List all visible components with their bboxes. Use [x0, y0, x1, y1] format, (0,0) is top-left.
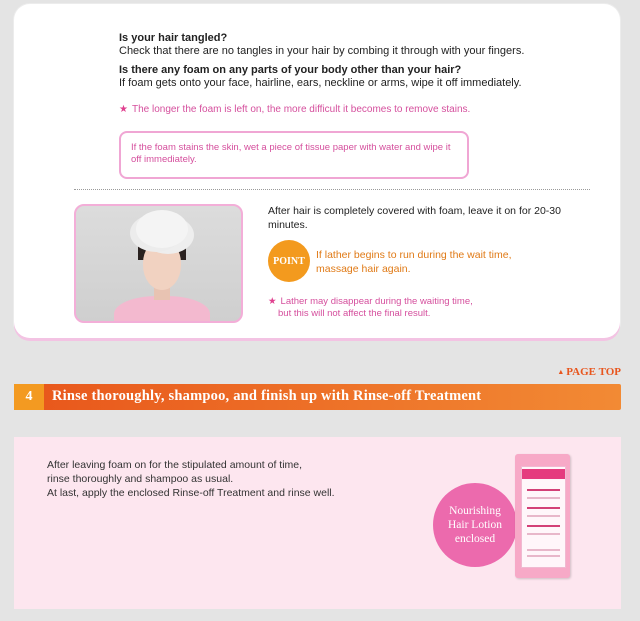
woman-with-foam-photo [74, 204, 243, 323]
step-description [47, 458, 377, 500]
badge-line-3: enclosed [454, 533, 496, 545]
foam-question: Is there any foam on any parts of your body other than your hair? [119, 64, 462, 76]
page-top-link[interactable] [557, 366, 621, 378]
lather-note [268, 296, 568, 320]
step-line-1: After leaving foam on for the stipulated amount of time, [47, 459, 303, 471]
step-panel [14, 437, 621, 609]
star-icon: ★ [268, 296, 277, 307]
point-text: If lather begins to run during the wait time, massage hair again. [316, 249, 512, 275]
stain-note-text: The longer the foam is left on, the more difficult it becomes to remove stains. [131, 104, 471, 115]
lotion-enclosed-badge [433, 483, 517, 567]
tangled-check [119, 32, 524, 58]
triangle-up-icon: ▲ [557, 368, 565, 376]
tangled-question: Is your hair tangled? [119, 32, 228, 44]
badge-line-2: Hair Lotion [448, 519, 502, 531]
lather-note-line2: but this will not affect the final result. [278, 308, 431, 319]
page-top-label: PAGE TOP [566, 366, 621, 378]
dotted-divider [74, 189, 590, 190]
foam-answer: If foam gets onto your face, hairline, ears, neckline or arms, wipe it off immediately. [119, 77, 522, 89]
tip-box [119, 131, 469, 179]
treatment-sachet [515, 454, 570, 578]
tangled-answer: Check that there are no tangles in your hair by combing it through with your fingers. [119, 45, 525, 57]
stain-note [119, 104, 470, 116]
instructions-card [14, 4, 620, 338]
step-heading [14, 384, 621, 410]
step-title: Rinse thoroughly, shampoo, and finish up with Rinse-off Treatment [52, 388, 482, 404]
wait-instructions: After hair is completely covered with foam, leave it on for 20-30 minutes. [268, 205, 561, 231]
tip-box-text: If the foam stains the skin, wet a piece of tissue paper with water and wipe it off immediately. [131, 142, 451, 165]
step-line-3: At last, apply the enclosed Rinse-off Treatment and rinse well. [47, 487, 335, 499]
step-line-2: rinse thoroughly and shampoo as usual. [47, 473, 234, 485]
star-icon: ★ [119, 104, 128, 115]
foam-check [119, 64, 522, 90]
step-number: 4 [14, 384, 44, 410]
lather-note-line1: Lather may disappear during the waiting time, [280, 296, 473, 307]
badge-line-1: Nourishing [449, 505, 501, 517]
point-badge: POINT [268, 240, 310, 282]
